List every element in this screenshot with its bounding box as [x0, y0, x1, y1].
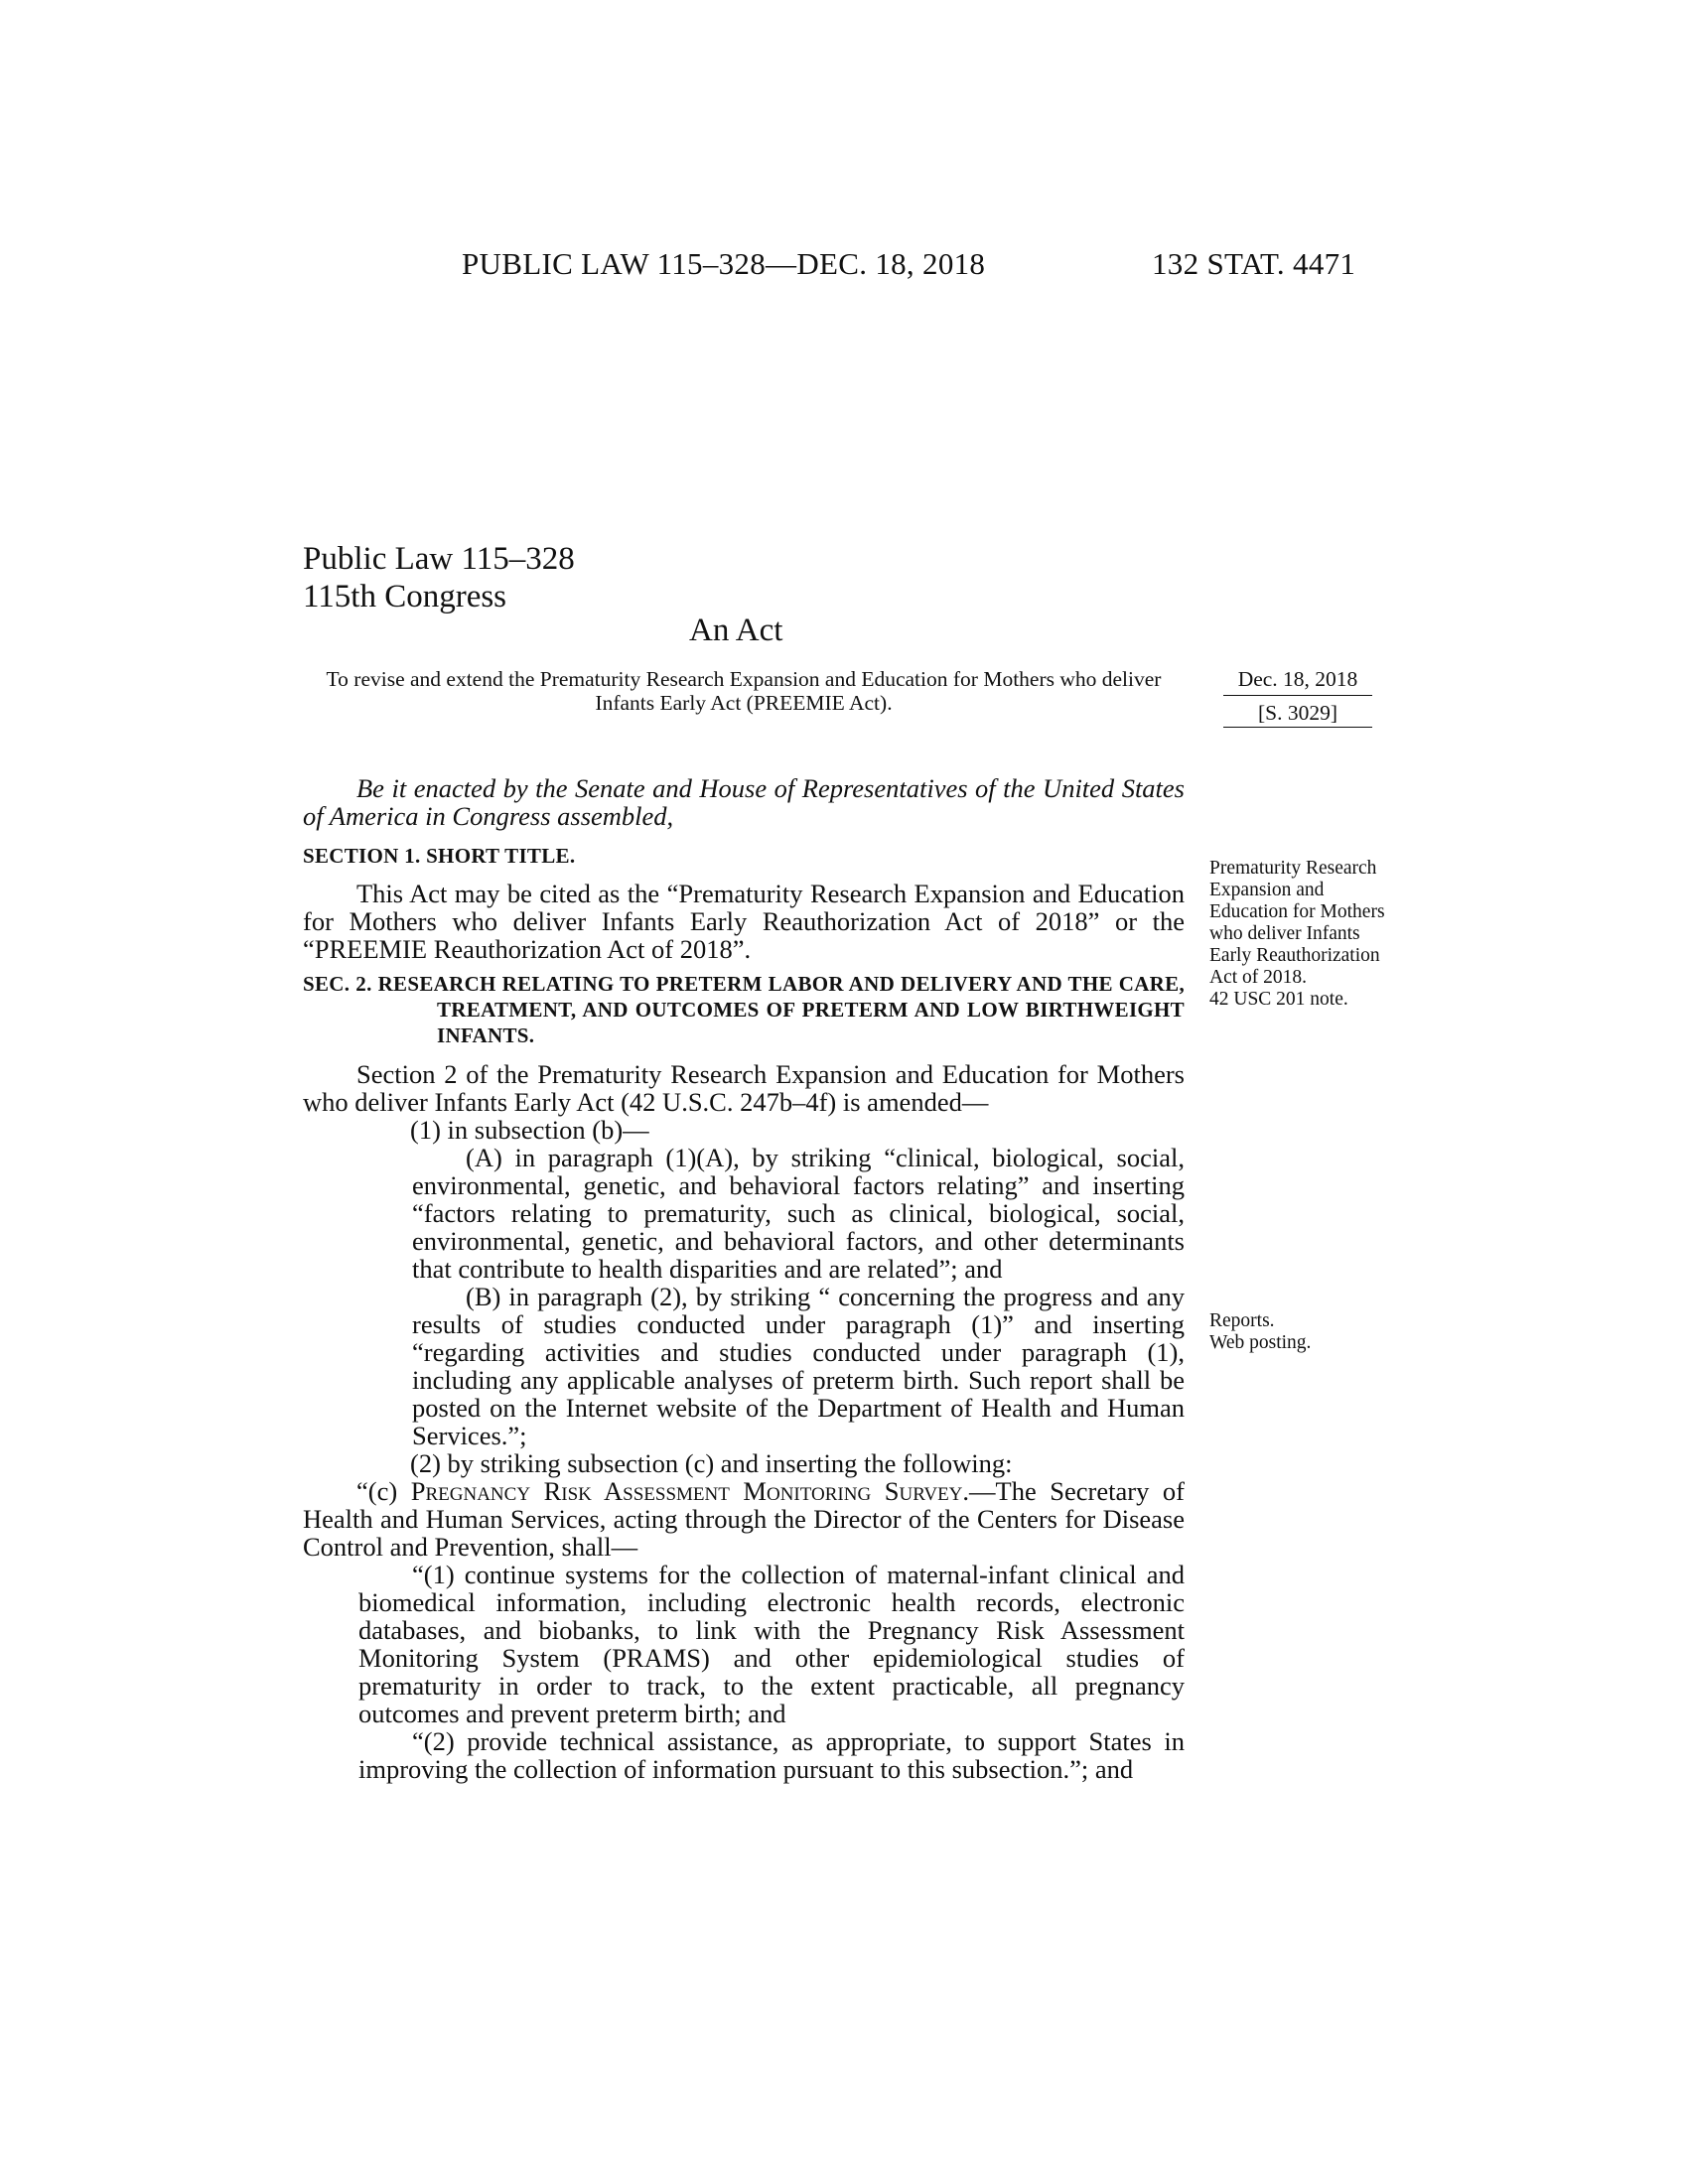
section-1-text: This Act may be cited as the “Prematurity Research Expansion and Education for Mothers who deliver Infants Early Reauthorization Act of 2018” or the “PREEMIE Reauthorization Act of 2018”. — [303, 879, 1185, 964]
act-label-text: An Act — [689, 613, 783, 648]
congress-number: 115th Congress — [303, 579, 507, 614]
short-title-note: Prematurity Research Expansion and Education for Mothers who deliver Infants Early Reauthorization Act of 2018. — [1209, 858, 1385, 988]
enacting-clause: Be it enacted by the Senate and House of Representatives of the United States of America in Congress assembled, — [303, 773, 1185, 831]
paragraph-2: (2) by striking subsection (c) and inserting the following: — [410, 1448, 1013, 1478]
paragraph-1: (1) in subsection (b)— — [410, 1115, 649, 1145]
running-head-page: 132 STAT. 4471 — [1152, 246, 1356, 281]
margin-note-reports — [1209, 1310, 1398, 1354]
subsection-c-1: “(1) continue systems for the collection of maternal-infant clinical and biomedical information, including electronic health records, electronic databases, and biobanks, to link with the Pregnancy Risk Assessment Monitoring System (PRAMS) and other epidemiological studies of prematurity in order to track, to the extent practicable, all pregnancy outcomes and prevent preterm birth; and — [358, 1560, 1185, 1728]
subsection-c-heading: Pregnancy Risk Assessment Monitoring Survey — [410, 1476, 963, 1506]
margin-date-block — [1223, 667, 1372, 728]
subsection-c-prefix: “(c) — [356, 1476, 411, 1506]
paragraph-1B: (B) in paragraph (2), by striking “ concerning the progress and any results of studies conducted under paragraph (1)” and inserting “regarding activities and studies conducted under paragraph (1), including any applicable analyses of preterm birth. Such report shall be posted on the Internet website of the Department of Health and Human Services.”; — [412, 1282, 1185, 1450]
enactment-date: Dec. 18, 2018 — [1237, 667, 1358, 691]
paragraph-1A: (A) in paragraph (1)(A), by striking “clinical, biological, social, environmental, genetic, and behavioral factors relating” and inserting “factors relating to prematurity, such as clinical, biological, social, environmental, genetic, and behavioral factors, and other determinants that contribute to health disparities and are related”; and — [412, 1143, 1185, 1284]
margin-note-short-title — [1209, 858, 1398, 1011]
act-purpose: To revise and extend the Prematurity Research Expansion and Education for Mothers who deliver Infants Early Act (PREEMIE Act). — [326, 667, 1162, 715]
section-2-heading: SEC. 2. RESEARCH RELATING TO PRETERM LABOR AND DELIVERY AND THE CARE, TREATMENT, AND OUTCOMES OF PRETERM AND LOW BIRTHWEIGHT INFANTS. — [303, 972, 1185, 1047]
main-text — [303, 774, 1185, 1783]
subsection-c-text: .—The Secretary of Health and Human Services, acting through the Director of the Centers for Disease Control and Prevention, shall— — [303, 1476, 1185, 1562]
section-2-intro: Section 2 of the Prematurity Research Expansion and Education for Mothers who deliver Infants Early Act (42 U.S.C. 247b–4f) is amended— — [303, 1059, 1185, 1117]
law-identifier — [303, 540, 575, 615]
subsection-c-2: “(2) provide technical assistance, as appropriate, to support States in improving the collection of information pursuant to this subsection.”; and — [358, 1726, 1185, 1784]
bill-number: [S. 3029] — [1223, 701, 1372, 728]
web-posting-note: Web posting. — [1209, 1332, 1312, 1353]
reports-note: Reports. — [1209, 1310, 1275, 1331]
running-head-title: PUBLIC LAW 115–328—DEC. 18, 2018 — [462, 246, 986, 281]
section-1-heading: SECTION 1. SHORT TITLE. — [303, 844, 576, 868]
public-law-number: Public Law 115–328 — [303, 541, 575, 577]
margin-divider — [1223, 695, 1372, 696]
subsection-c — [303, 1477, 1185, 1561]
usc-note: 42 USC 201 note. — [1209, 989, 1348, 1010]
